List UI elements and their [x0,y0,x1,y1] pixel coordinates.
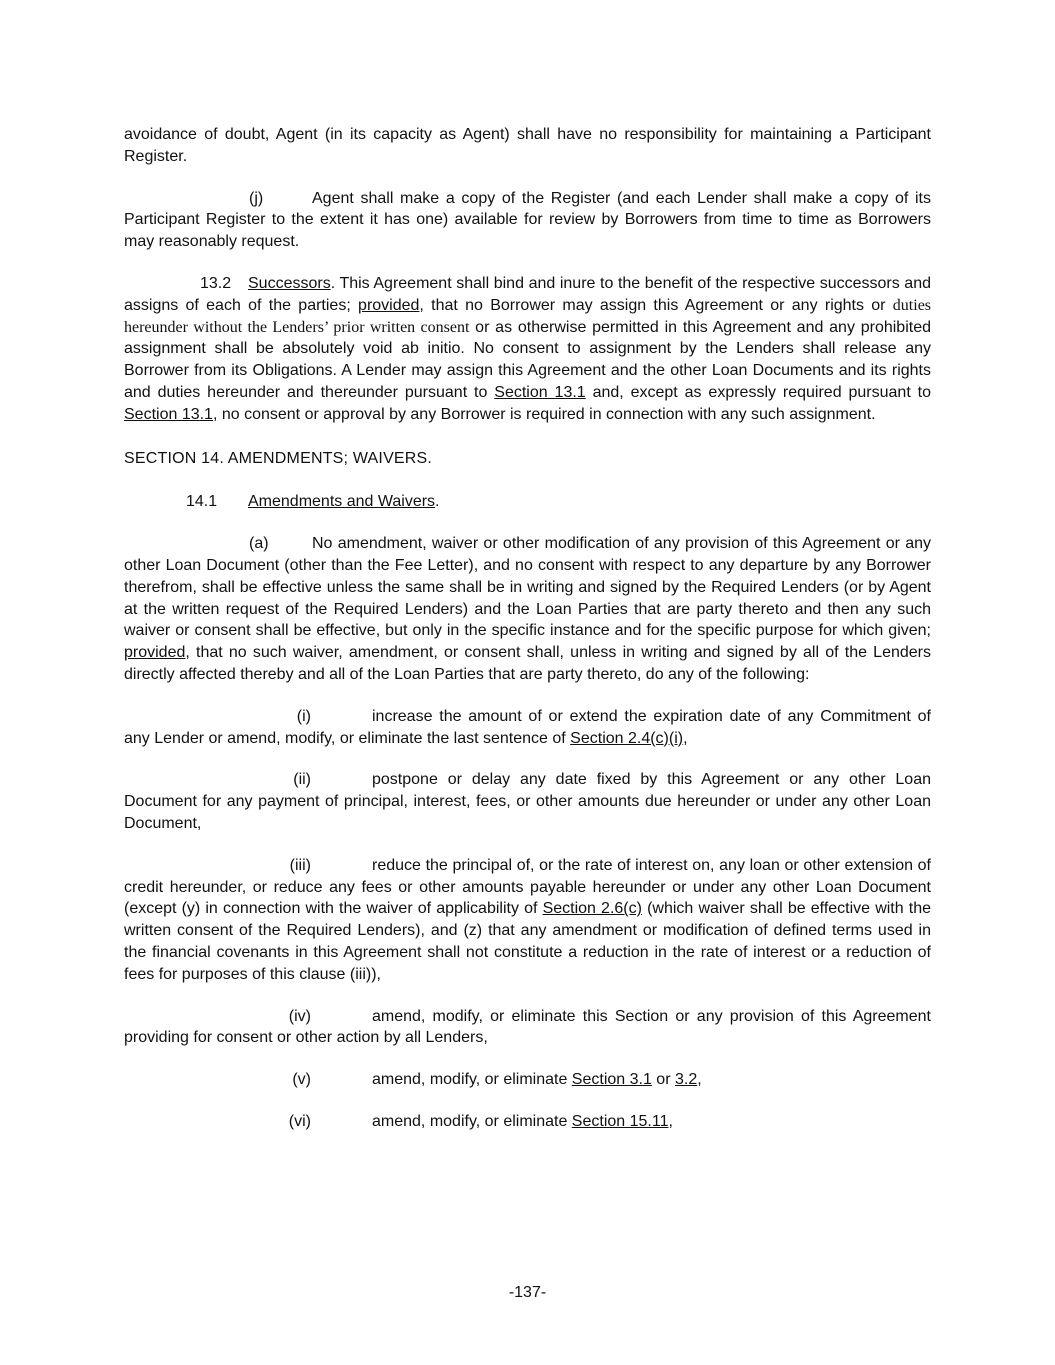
clause-number-iv: (iv) [288,1007,311,1025]
page-number: -137- [508,1284,547,1301]
cross-reference-section-3-2[interactable]: 3.2 [674,1071,698,1089]
clause-number-i: (i) [296,707,311,725]
cross-reference-section-3-1[interactable]: Section 3.1 [571,1071,652,1089]
section-13-2-text-2a: , that no Borrower may assign this Agreement or any rights or [419,296,893,314]
cross-reference-section-2-4-c-i[interactable]: Section 2.4(c)(i) [570,729,684,747]
clause-vi-text-1: amend, modify, or eliminate [372,1112,572,1130]
clause-v-text-2: or [651,1071,675,1089]
clause-iv-text: amend, modify, or eliminate this Section or any provision of this Agreement providing for consent or other action by all Lenders, [124,1007,931,1047]
clause-ii-text: postpone or delay any date fixed by this Agreement or any other Loan Document for any payment of principal, interest, fees, or other amounts due hereunder or under any other Loan Document, [124,771,931,832]
section-13-2-text-1: . This Agreement shall bind and inure to the benefit of the respective successors and assigns of each of the parties; [124,274,931,314]
provided-term-a: provided [124,644,186,662]
section-13-2 [124,273,931,426]
clause-iii [124,855,931,986]
clause-number-j: (j) [249,189,264,207]
clause-i [124,706,931,750]
clause-i-text-2: , [683,729,688,747]
paragraph-j [124,188,931,253]
section-title-amendments-waivers: Amendments and Waivers [248,493,436,511]
clause-number-ii: (ii) [293,771,311,789]
clause-ii [124,769,931,834]
cross-reference-section-15-11[interactable]: Section 15.11 [571,1112,669,1130]
clause-v-text-3: , [697,1071,702,1089]
paragraph-avoidance: avoidance of doubt, Agent (in its capacity as Agent) shall have no responsibility for maintaining a Participant Register. [124,126,931,165]
section-13-2-text-4: , no consent or approval by any Borrower is required in connection with any such assignment. [212,405,876,423]
cross-reference-section-13-1[interactable]: Section 13.1 [494,383,586,401]
clause-a-text-1: No amendment, waiver or other modification of any provision of this Agreement or any other Loan Document (other than the Fee Letter), and no consent with respect to any departure by any Borrower therefrom, shall be effective unless the same shall be in writing and signed by the Required Lenders (or by Agent at the written request of the Required Lenders) and the Loan Parties that are party thereto and then any such waiver or consent shall be effective, but only in the specific instance and for the specific purpose for which given; [124,535,931,640]
clause-number-vi: (vi) [288,1112,311,1130]
clause-iii-text-2: (which waiver shall be effective with the written consent of the Required Lenders), and (z) that any amendment or modification of defined terms used in the financial covenants in this Agreement shall not constitute a reduction in the rate of interest or a reduction of fees for purposes of this clause (iii)), [124,900,932,983]
cross-reference-section-2-6-c[interactable]: Section 2.6(c) [542,900,642,918]
clause-a-text-2: , that no such waiver, amendment, or consent shall, unless in writing and signed by all of the Lenders directly affected thereby and all of the Loan Parties that are party thereto, do any of the following: [124,644,931,683]
section-14-1-period: . [435,493,440,511]
provided-term: provided [358,296,420,314]
section-14-heading: SECTION 14. AMENDMENTS; WAIVERS. [124,449,433,467]
section-13-2-text-2b: duties hereunder without the Lenders’ prior written consent [124,296,932,336]
clause-i-text-1: increase the amount of or extend the expiration date of any Commitment of any Lender or amend, modify, or eliminate the last sentence of [124,707,931,747]
section-13-2-text-3: and, except as expressly required pursuant to [585,383,932,401]
paragraph-a [124,533,931,686]
cross-reference-section-13-1-second[interactable]: Section 13.1 [124,405,213,423]
clause-vi-text-2: , [668,1112,673,1130]
clause-number-a: (a) [249,535,269,553]
section-14-1 [124,491,931,513]
clause-v [124,1069,931,1091]
clause-j-text: Agent shall make a copy of the Register (and each Lender shall make a copy of its Participant Register to the extent it has one) available for review by Borrowers from time to time as Borrowers may reasonably request. [124,189,931,251]
clause-iv [124,1006,931,1050]
section-title-successors: Successors [248,274,331,292]
section-13-2-text-2c: or as otherwise permitted in this Agreement and any prohibited assignment shall be absolutely void ab initio. No consent to assignment by the Lenders shall release any Borrower from its Obligations. A Lender may assign this Agreement and the other Loan Documents and its rights and duties hereunder and thereunder pursuant to [124,318,931,401]
section-number-13-2: 13.2 [200,274,232,292]
clause-vi [124,1111,931,1133]
clause-v-text-1: amend, modify, or eliminate [372,1071,572,1089]
section-number-14-1: 14.1 [186,493,218,511]
clause-iii-text-1: reduce the principal of, or the rate of interest on, any loan or other extension of credit hereunder, or reduce any fees or other amounts payable hereunder or under any other Loan Document (except (y) in connection with the waiver of applicability of [124,856,931,918]
document-page [124,124,931,1133]
clause-number-iii: (iii) [289,856,311,874]
clause-number-v: (v) [292,1071,311,1089]
